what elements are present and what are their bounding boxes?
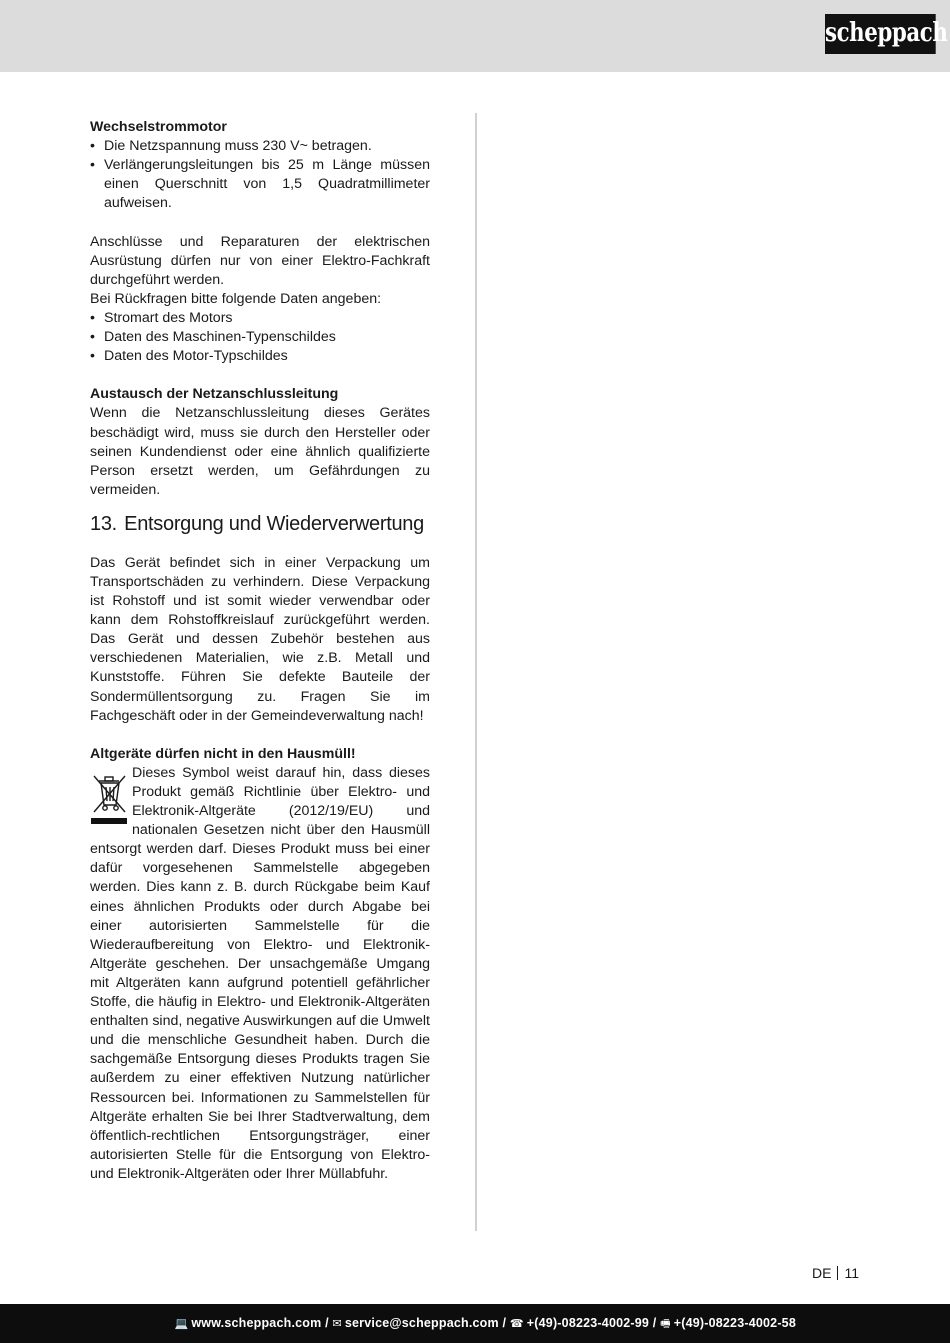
language-code: DE [812,1265,832,1281]
section-number: 13. [90,512,117,535]
mail-icon: ✉ [332,1318,342,1330]
motor-bullets [90,137,430,213]
email-link[interactable]: service@scheppach.com / [344,1316,507,1330]
header-bar [0,0,950,72]
page-number [812,1264,859,1282]
contact-line [174,1315,796,1334]
crossed-out-wheelie-bin-icon [90,768,128,826]
footer-bar [0,1304,950,1343]
list-item: • Daten des Motor-Typschildes [90,347,430,366]
paragraph-connections: Anschlüsse und Reparaturen der elektrischen Ausrüstung dürfen nur von einer Elektro-Fachkraft durchgeführt werden. [90,233,430,288]
list-item: • Die Netzspannung muss 230 V~ betragen. [90,137,430,156]
paragraph-inquiries: Bei Rückfragen bitte folgende Daten angeben: [90,290,382,307]
paragraph-cable: Wenn die Netzanschlussleitung dieses Gerätes beschädigt wird, muss sie durch den Hersteller oder seinen Kundendienst oder eine ähnlich qualifizierte Person ersetzt werden, um Gefährdungen zu vermeiden. [90,405,430,498]
weee-block [90,764,430,1184]
brand-logo: scheppach [825,14,936,54]
list-item: • Daten des Maschinen-Typenschildes [90,328,430,347]
paragraph-weee: Dieses Symbol weist darauf hin, dass dieses Produkt gemäß Richtlinie über Elektro- und Elektronik-Altgeräte (2012/19/EU) und nationalen Gesetzen nicht über den Hausmüll entsorgt werden darf. Dieses Produkt muss bei einer dafür vorgesehenen Sammelstelle abgegeben werden. Dies kann z. B. durch Rückgabe beim Kauf eines ähnlichen Produkts oder durch Abgabe bei einer autorisierten Sammelstelle für die Wiederaufbereitung von Elektro- und Elektronik- Altgeräte geschehen. Der unsachgemäße Umgang mit Altgeräten kann aufgrund potentiell gefährlicher Stoffe, die häufig in Elektro- und Elektronik-Altgeräten enthalten sind, negative Auswirkungen auf die Umwelt und die menschliche Gesundheit haben. Durch die sachgemäße Entsorgung dieses Produkts tragen Sie außerdem zu einer effektiven Nutzung natürlicher Ressourcen bei. Informationen zu Sammelstellen für Altgeräte erhalten Sie bei Ihrer Stadtverwaltung, dem öffentlich-rechtlichen Entsorgungsträger, einer autorisierten Stelle für die Entsorgung von Elektro- und Elektronik-Altgeräten oder Ihrer Müllabfuhr. [90,764,430,1182]
inquiry-bullets [90,309,430,366]
list-item: • Verlängerungsleitungen bis 25 m Länge müssen einen Querschnitt von 1,5 Quadratmillimeter aufweisen. [90,156,430,213]
page-num: 11 [844,1265,859,1281]
list-item: • Stromart des Motors [90,309,430,328]
heading-cable: Austausch der Netzanschlussleitung [90,386,339,403]
heading-motor: Wechselstrommotor [90,119,227,135]
phone-icon: ☎ [509,1318,524,1330]
phone-number: +(49)-08223-4002-99 / [526,1316,657,1330]
computer-icon: 💻 [174,1318,189,1330]
column-divider [475,113,477,1231]
section-title: Entsorgung und Wiederverwertung [124,512,424,535]
website-link[interactable]: www.scheppach.com / [191,1316,329,1330]
fax-number: +(49)-08223-4002-58 [673,1316,796,1330]
section-heading-disposal [90,512,430,536]
main-column [90,118,430,1184]
heading-weee: Altgeräte dürfen nicht in den Hausmüll! [90,745,356,762]
fax-icon: 🖷 [660,1318,671,1330]
paragraph-disposal: Das Gerät befindet sich in einer Verpackung um Transportschäden zu verhindern. Diese Verpackung ist Rohstoff und ist somit wieder verwendbar oder kann dem Rohstoffkreislauf zurückgeführt werden. Das Gerät und dessen Zubehör bestehen aus verschiedenen Materialien, wie z.B. Metall und Kunststoffe. Führen Sie defekte Bauteile der Sondermüllentsorgung zu. Fragen Sie im Fachgeschäft oder in der Gemeindeverwaltung nach! [90,554,430,724]
